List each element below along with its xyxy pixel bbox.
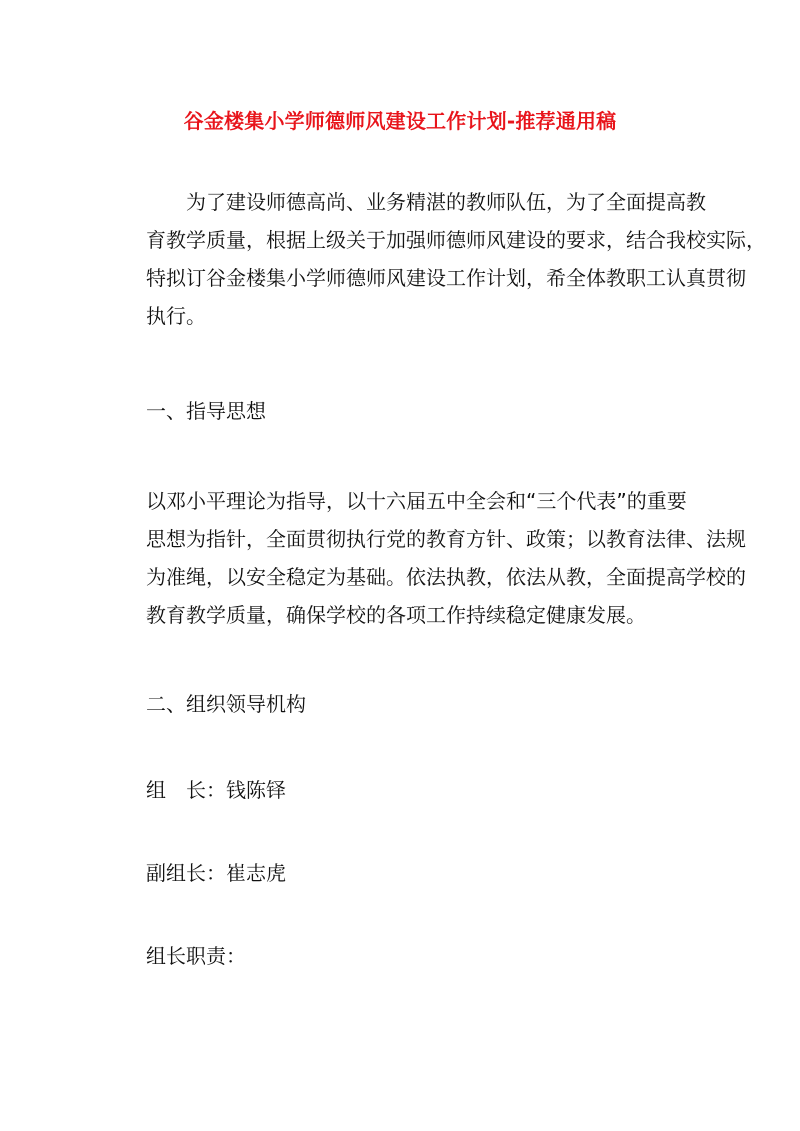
intro-line: 执行。: [146, 304, 206, 328]
guiding-ideology-line: 以邓小平理论为指导，以十六届五中全会和“三个代表”的重要: [146, 489, 687, 513]
intro-line: 为了建设师德高尚、业务精湛的教师队伍，为了全面提高教: [186, 190, 706, 214]
document-title: 谷金楼集小学师德师风建设工作计划-推荐通用稿: [183, 109, 617, 133]
guiding-ideology-line: 为准绳，以安全稳定为基础。依法执教，依法从教，全面提高学校的: [146, 565, 746, 589]
guiding-ideology-line: 教育教学质量，确保学校的各项工作持续稳定健康发展。: [146, 603, 646, 627]
intro-line: 育教学质量，根据上级关于加强师德师风建设的要求，结合我校实际，: [146, 228, 766, 252]
guiding-ideology-line: 思想为指针，全面贯彻执行党的教育方针、政策；以教育法律、法规: [146, 527, 746, 551]
section-heading-organization: 二、组织领导机构: [146, 692, 306, 716]
deputy-leader-line: 副组长：崔志虎: [146, 861, 286, 885]
guiding-ideology-paragraph: [146, 482, 746, 634]
leader-duties-label: 组长职责：: [146, 944, 246, 968]
group-leader-line: 组 长：钱陈铎: [146, 778, 286, 802]
section-heading-guiding-ideology: 一、指导思想: [146, 399, 266, 423]
intro-paragraph: [146, 183, 766, 335]
intro-line: 特拟订谷金楼集小学师德师风建设工作计划，希全体教职工认真贯彻: [146, 266, 746, 290]
